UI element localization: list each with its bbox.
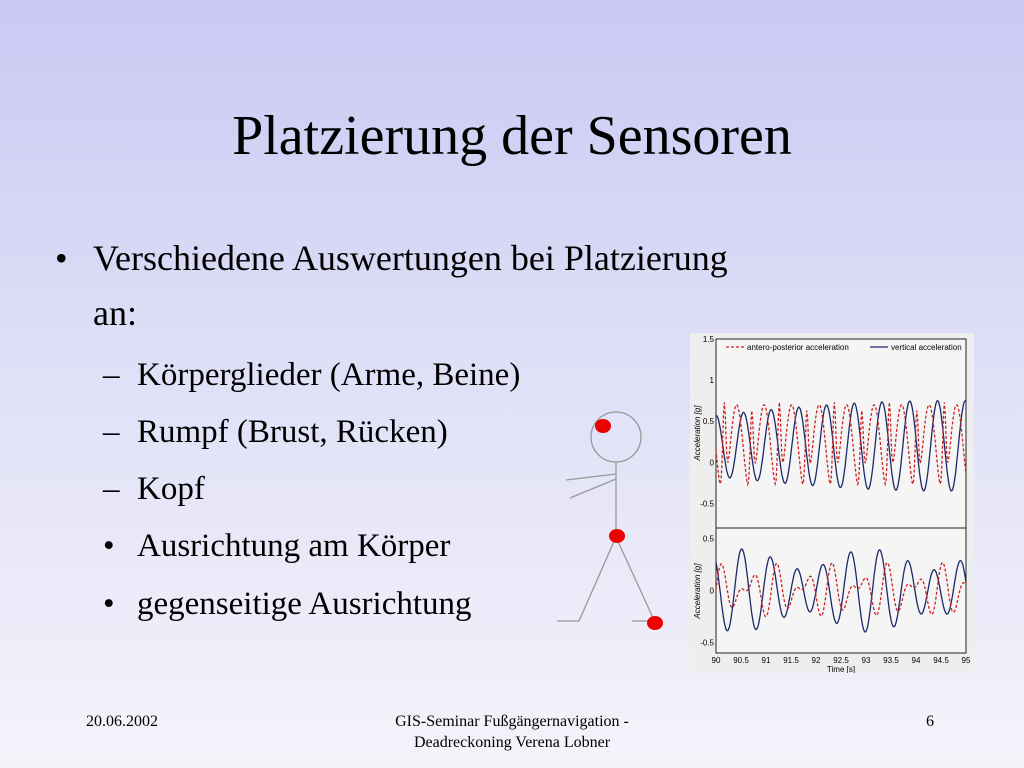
footer-title-line: GIS-Seminar Fußgängernavigation - [395,713,629,730]
y-axis-label: Acceleration [g] [693,563,702,619]
y-tick-label: 0.5 [702,534,714,544]
y-tick-label: 0.5 [702,417,714,427]
x-axis-label: Time [s] [826,665,856,673]
y-tick-label: 1 [709,376,714,386]
x-tick-label: 94.5 [933,656,949,665]
bullet-text: an: [93,293,137,333]
bullet-marker: • [55,238,68,278]
footer-title-line: Deadreckoning Verena Lobner [413,734,611,751]
x-tick-label: 94 [911,656,921,665]
x-tick-label: 95 [961,656,971,665]
x-tick-label: 92.5 [833,656,849,665]
dash-marker: – [103,414,120,450]
x-tick-label: 92 [811,656,821,665]
x-tick-label: 91.5 [783,656,799,665]
legend-label: vertical acceleration [891,343,962,352]
x-tick-label: 91 [761,656,771,665]
figure-arm [566,474,616,480]
sub-item-text: Kopf [137,471,205,507]
figure-arm [570,479,616,498]
x-tick-label: 93.5 [883,656,899,665]
dash-marker: – [103,471,120,507]
x-tick-label: 90 [711,656,721,665]
bullet-marker: • [103,586,115,622]
acceleration-chart-svg [690,333,974,673]
figure-leg [616,537,654,620]
sensor-dot [595,419,611,433]
dash-marker: – [103,357,120,393]
y-tick-label: 0 [709,458,714,468]
sensor-dot [647,616,663,630]
bullet-text: Verschiedene Auswertungen bei Platzierung [93,238,728,278]
acceleration-chart [690,333,974,673]
sensor-dot [609,529,625,543]
slide-title: Platzierung der Sensoren [232,105,792,167]
footer-page-number: 6 [926,713,934,730]
footer-date: 20.06.2002 [86,713,158,730]
y-axis-label: Acceleration [g] [693,405,702,461]
figure-head [591,412,641,462]
legend-label: antero-posterior acceleration [747,343,849,352]
x-tick-label: 93 [861,656,871,665]
sub-item-text: Ausrichtung am Körper [137,528,451,564]
y-tick-label: 0 [709,586,714,596]
bullet-marker: • [103,528,115,564]
x-tick-label: 90.5 [733,656,749,665]
footer-title [0,711,1024,753]
y-tick-label: -0.5 [700,499,714,509]
sub-item-text: Körperglieder (Arme, Beine) [137,357,521,393]
y-tick-label: 1.5 [702,335,714,344]
sub-item-text: Rumpf (Brust, Rücken) [137,414,448,450]
figure-leg [579,537,616,621]
y-tick-label: -0.5 [700,638,714,648]
sub-item-text: gegenseitige Ausrichtung [137,586,472,622]
